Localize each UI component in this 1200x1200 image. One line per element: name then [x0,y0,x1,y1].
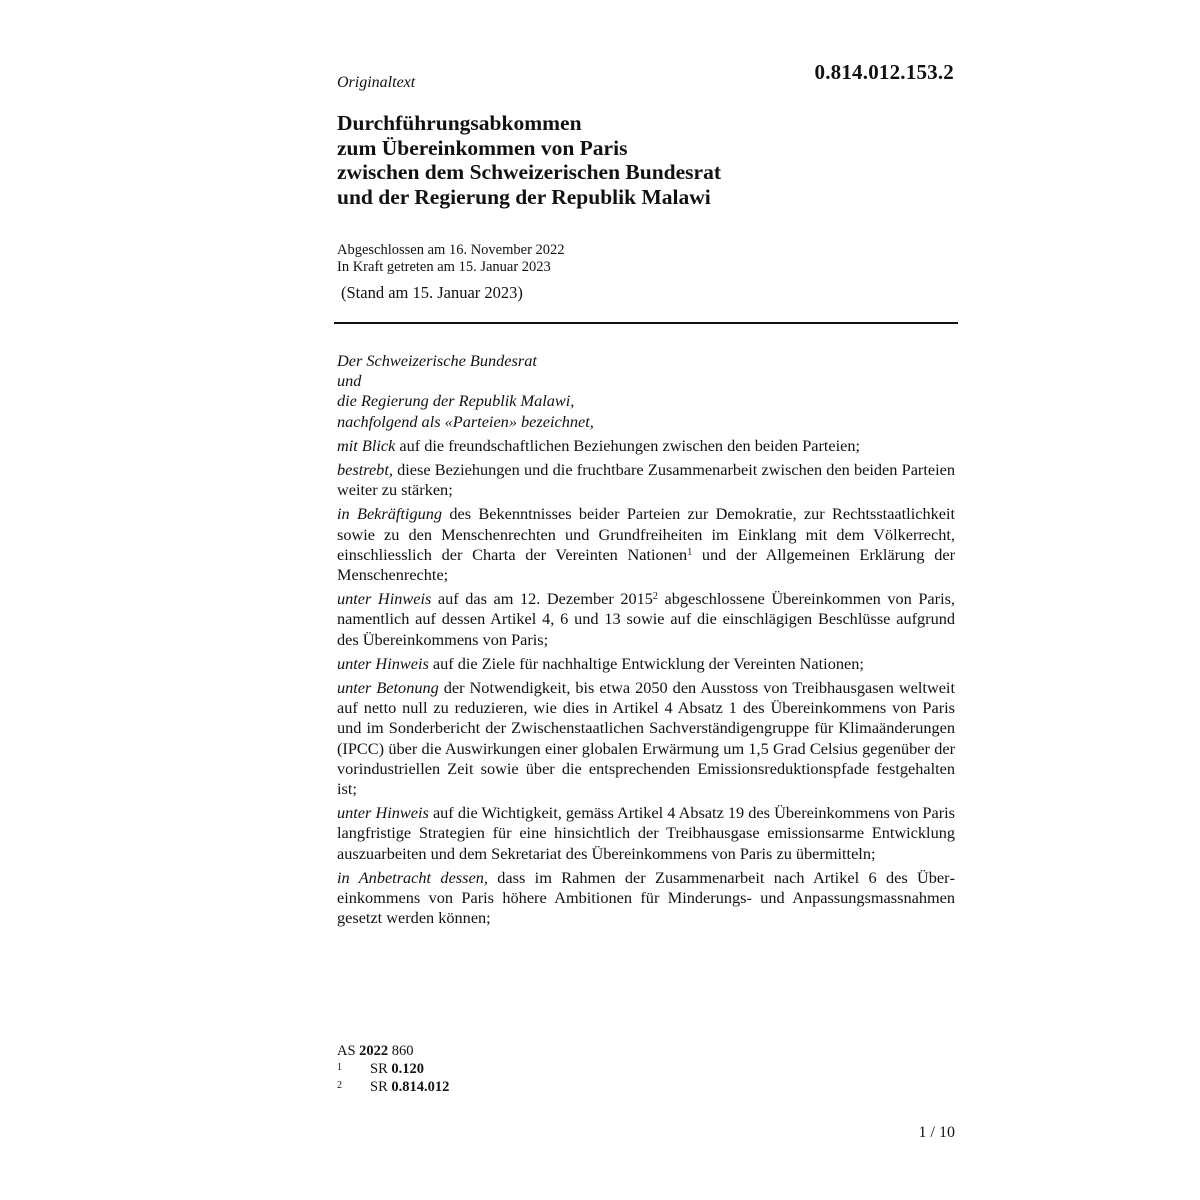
preamble-paragraph [337,460,955,500]
paragraph-lead: unter Hinweis [337,803,429,823]
footnote-prefix: SR [370,1061,392,1077]
parties-line: und [337,371,362,391]
paragraph-text: auf die Ziele für nachhaltige Entwicklung der Vereinten Nationen; [428,653,864,673]
footnote-item [337,1061,449,1079]
as-prefix: AS [337,1043,360,1059]
paragraph-text: und der Allgemeinen Erklärung der Menschenrechte; [337,544,955,585]
as-year: 2022 [359,1043,389,1059]
footnote-text[interactable] [370,1079,449,1095]
header-divider [334,322,958,324]
sr-number: 0.814.012.153.2 [814,60,954,84]
footnote-item [337,1079,449,1097]
paragraph-text: dass im Rahmen der Zusammenarbeit nach Artikel 6 des Übereinkommens von Paris höhere Ambitionen für Minderungs- und Anpassungsmassnahmen gesetzt werden können; [337,867,955,928]
paragraph-lead: in Anbetracht dessen, [337,867,488,887]
paragraph-text: auf das am 12. Dezember 2015 [431,589,653,609]
paragraph-text: der Notwendigkeit, bis etwa 2050 den Ausstoss von Treibhausgasen weltweit auf netto null zu reduzieren, wie dies in Artikel 4 Absatz 1 des Übereinkommens von Paris und im Sonderbericht der Zwischenstaatlichen Sachverständigengruppe für Klimaänderungen (IPCC) über die Auswirkungen einer globalen Erwärmung um 1,5 Grad Celsius gegenüber der vorindustriellen Zeit sowie über die entsprechenden Emissionsreduktionspfade festgehalten ist; [337,678,955,799]
footnote-number: 1 [337,1062,342,1073]
paragraph-text: auf die freundschaftlichen Beziehungen zwischen den beiden Parteien; [395,435,861,455]
paragraph-lead: bestrebt, [337,460,393,480]
preamble [337,351,955,932]
paragraph-lead: unter Betonung [337,678,439,698]
footnote-ref: 0.120 [391,1061,424,1077]
in-force-date: In Kraft getreten am 15. Januar 2023 [337,259,551,275]
paragraph-text: des Bekenntnisses beider Parteien zur Demokratie, zur Rechtsstaatlichkeit sowie zu den Menschenrechten und Grundfreiheiten im Einklang mit dem Völkerrecht, einschliesslich der Charta der Vereinten Nationen [337,504,956,564]
paragraph-text: auf die Wichtigkeit, gemäss Artikel 4 Absatz 19 des Übereinkommens von Paris langfristige Strategien für eine hinsichtlich der Treibhausgase emissionsarme Entwicklung auszuarbeiten und dem Sekretariat des Übereinkommens von Paris zu übermitteln; [337,803,955,863]
paragraph-lead: in Bekräftigung [337,504,443,524]
footnote-text[interactable] [370,1061,424,1077]
originaltext-label: Originaltext [337,74,416,91]
page-number: 1 / 10 [918,1124,955,1141]
as-page: 860 [388,1043,414,1059]
parties-line: nachfolgend als «Parteien» bezeichnet, [337,411,594,431]
parties-line: Der Schweizerische Bundesrat [337,351,537,370]
paragraph-lead: mit Blick [337,435,396,455]
paragraph-text: diese Beziehungen und die fruchtbare Zusammenarbeit zwischen den beiden Parteien weiter zu stärken; [337,460,955,500]
footnote-marker[interactable]: 2 [652,591,658,603]
concluded-date: Abgeschlossen am 16. November 2022 [337,242,565,258]
document-title [337,111,957,209]
paragraph-lead: unter Hinweis [337,653,429,673]
footnote-number: 2 [337,1080,342,1091]
footnote-marker[interactable]: 1 [687,546,693,558]
stand-date: (Stand am 15. Januar 2023) [341,283,523,302]
preamble-paragraph [337,868,955,929]
title-line: zum Übereinkommen von Paris [337,135,628,160]
preamble-paragraph [337,504,955,585]
preamble-paragraph [337,589,955,650]
footnote-ref: 0.814.012 [391,1079,450,1095]
parties-line: die Regierung der Republik Malawi, [337,391,575,411]
footnotes [337,1043,449,1097]
date-info [337,242,565,276]
paragraph-text: abgeschlossene Übereinkommen von Paris, namentlich auf dessen Artikel 4, 6 und 13 sowie auf die einschlägigen Beschlüsse aufgrund des Übereinkommens von Paris; [337,589,956,649]
parties-block [337,351,955,432]
as-reference [337,1043,449,1059]
preamble-paragraph [337,436,955,456]
preamble-paragraph [337,678,955,799]
title-line: zwischen dem Schweizerischen Bundesrat [337,160,721,184]
footnote-prefix: SR [370,1079,392,1095]
title-line: Durchführungsabkommen [337,111,582,135]
paragraph-lead: unter Hinweis [337,589,432,609]
title-line: und der Regierung der Republik Malawi [337,184,711,209]
preamble-paragraph [337,803,955,864]
preamble-paragraph [337,654,955,674]
